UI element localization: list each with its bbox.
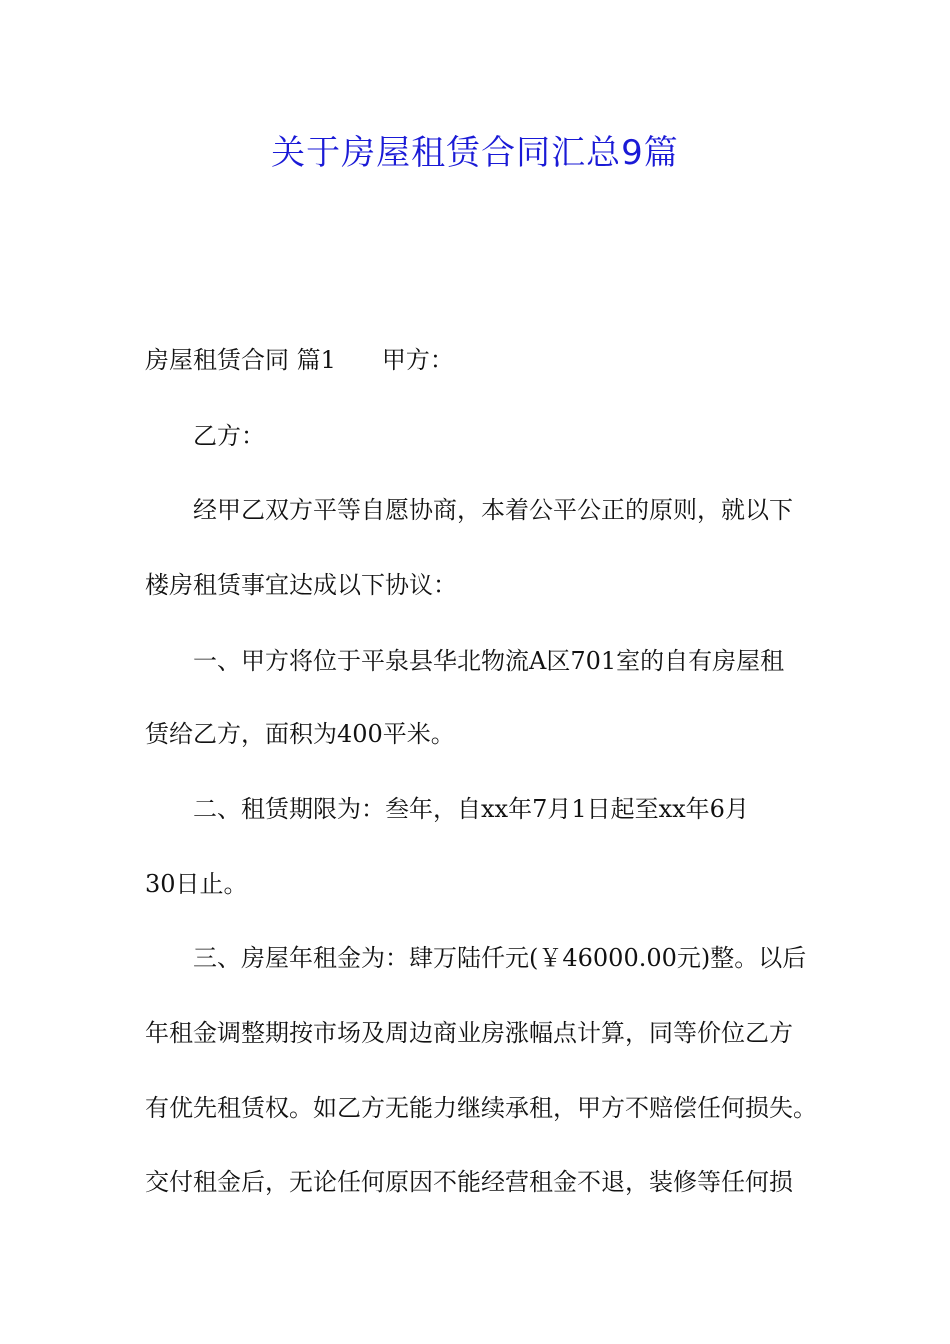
paragraph-line: 有优先租赁权。如乙方无能力继续承租，甲方不赔偿任何损失。	[145, 1094, 817, 1122]
paragraph-line: 楼房租赁事宜达成以下协议：	[145, 571, 457, 599]
paragraph-line: 经甲乙双方平等自愿协商，本着公平公正的原则，就以下	[193, 496, 793, 524]
paragraph-line: 乙方：	[193, 422, 265, 450]
paragraph-line: 一、甲方将位于平泉县华北物流A区701室的自有房屋租	[193, 647, 785, 675]
paragraph-line: 三、房屋年租金为：肆万陆仟元(￥46000.00元)整。以后	[193, 944, 807, 972]
paragraph-line: 30日止。	[145, 870, 248, 898]
paragraph-line: 二、租赁期限为：叁年，自xx年7月1日起至xx年6月	[193, 795, 749, 823]
party-a-label: 甲方：	[381, 346, 454, 374]
paragraph-line: 交付租金后，无论任何原因不能经营租金不退，装修等任何损	[145, 1168, 793, 1196]
paragraph-line: 年租金调整期按市场及周边商业房涨幅点计算，同等价位乙方	[145, 1019, 793, 1047]
section-title: 房屋租赁合同 篇1	[145, 346, 336, 374]
paragraph-line: 赁给乙方，面积为400平米。	[145, 720, 455, 748]
section-heading-line	[145, 342, 825, 378]
document-title: 关于房屋租赁合同汇总9篇	[271, 133, 679, 173]
